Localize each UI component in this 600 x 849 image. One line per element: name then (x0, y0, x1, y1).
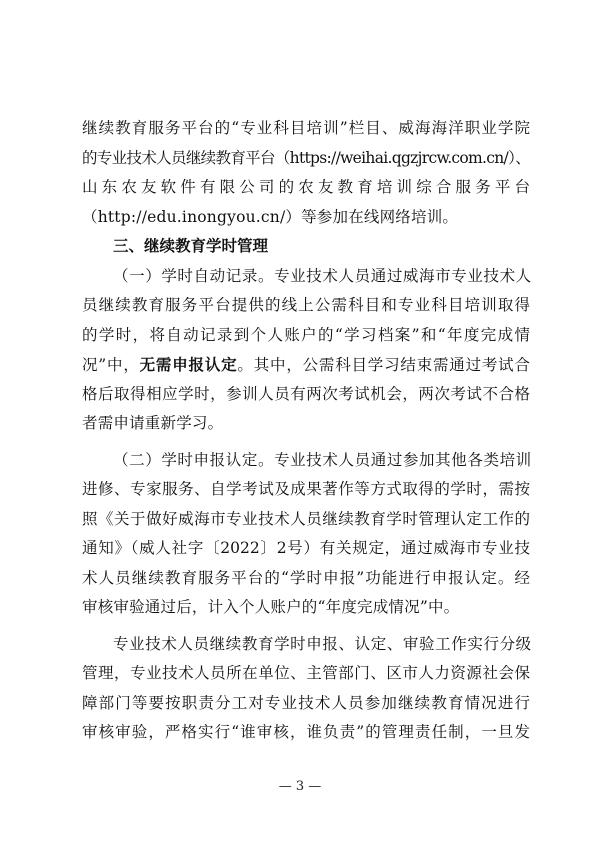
paragraph-continued (82, 114, 530, 232)
text-line: 障部门等要按职责分工对专业技术人员参加继续教育情况进行 (82, 693, 530, 712)
text-line: 继续教育服务平台的“专业科目培训”栏目、威海海洋职业学院 (82, 119, 530, 137)
text-run: 况”中， (82, 356, 140, 374)
paragraph-auto-record (82, 262, 530, 439)
text-line: （二）学时申报认定。专业技术人员通过参加其他各类培训 (113, 450, 530, 469)
text-line: 者需申请重新学习。 (82, 414, 224, 432)
text-line: 管理，专业技术人员所在单位、主管部门、区市人力资源社会保 (82, 664, 530, 682)
text-line: 的学时，将自动记录到个人账户的“学习档案”和“年度完成情 (82, 325, 530, 344)
text-line: 专业技术人员继续教育学时申报、认定、审验工作实行分级 (113, 634, 530, 653)
text-line: （一）学时自动记录。专业技术人员通过威海市专业技术人 (113, 266, 530, 285)
text-line: 员继续教育服务平台提供的线上公需科目和专业科目培训取得 (82, 296, 530, 314)
emphasis-text: 无需申报认定 (139, 355, 238, 374)
text-line: 术人员继续教育服务平台的“学时申报”功能进行申报认定。经 (82, 568, 530, 587)
text-line: （http://edu.inongyou.cn/）等参加在线网络培训。 (82, 207, 459, 226)
text-line: 审核审验，严格实行“谁审核，谁负责”的管理责任制，一旦发 (82, 723, 530, 741)
text-line: 审核审验通过后，计入个人账户的“年度完成情况”中。 (82, 598, 460, 616)
text-line: 山东农友软件有限公司的农友教育培训综合服务平台 (82, 178, 530, 196)
section-heading: 三、继续教育学时管理 (113, 237, 269, 255)
text-line: 进修、专家服务、自学考试及成果著作等方式取得的学时，需按 (82, 480, 530, 498)
text-line: 的专业技术人员继续教育平台（https://weihai.qgzjrcw.com.cn/）、 (82, 148, 530, 167)
text-line: 格后取得相应学时，参训人员有两次考试机会，两次考试不合格 (82, 384, 530, 403)
text-line-with-emphasis (82, 350, 530, 380)
text-run: 。其中，公需科目学习结束需通过考试合 (237, 356, 530, 374)
paragraph-management (82, 630, 530, 748)
text-line: 照《关于做好威海市专业技术人员继续教育学时管理认定工作的 (82, 509, 530, 528)
document-body (82, 114, 530, 748)
paragraph-declaration (82, 446, 530, 623)
text-line: 通知》（威人社字〔2022〕2号）有关规定，通过威海市专业技 (82, 539, 530, 557)
page-number: — 3 — (278, 779, 322, 794)
